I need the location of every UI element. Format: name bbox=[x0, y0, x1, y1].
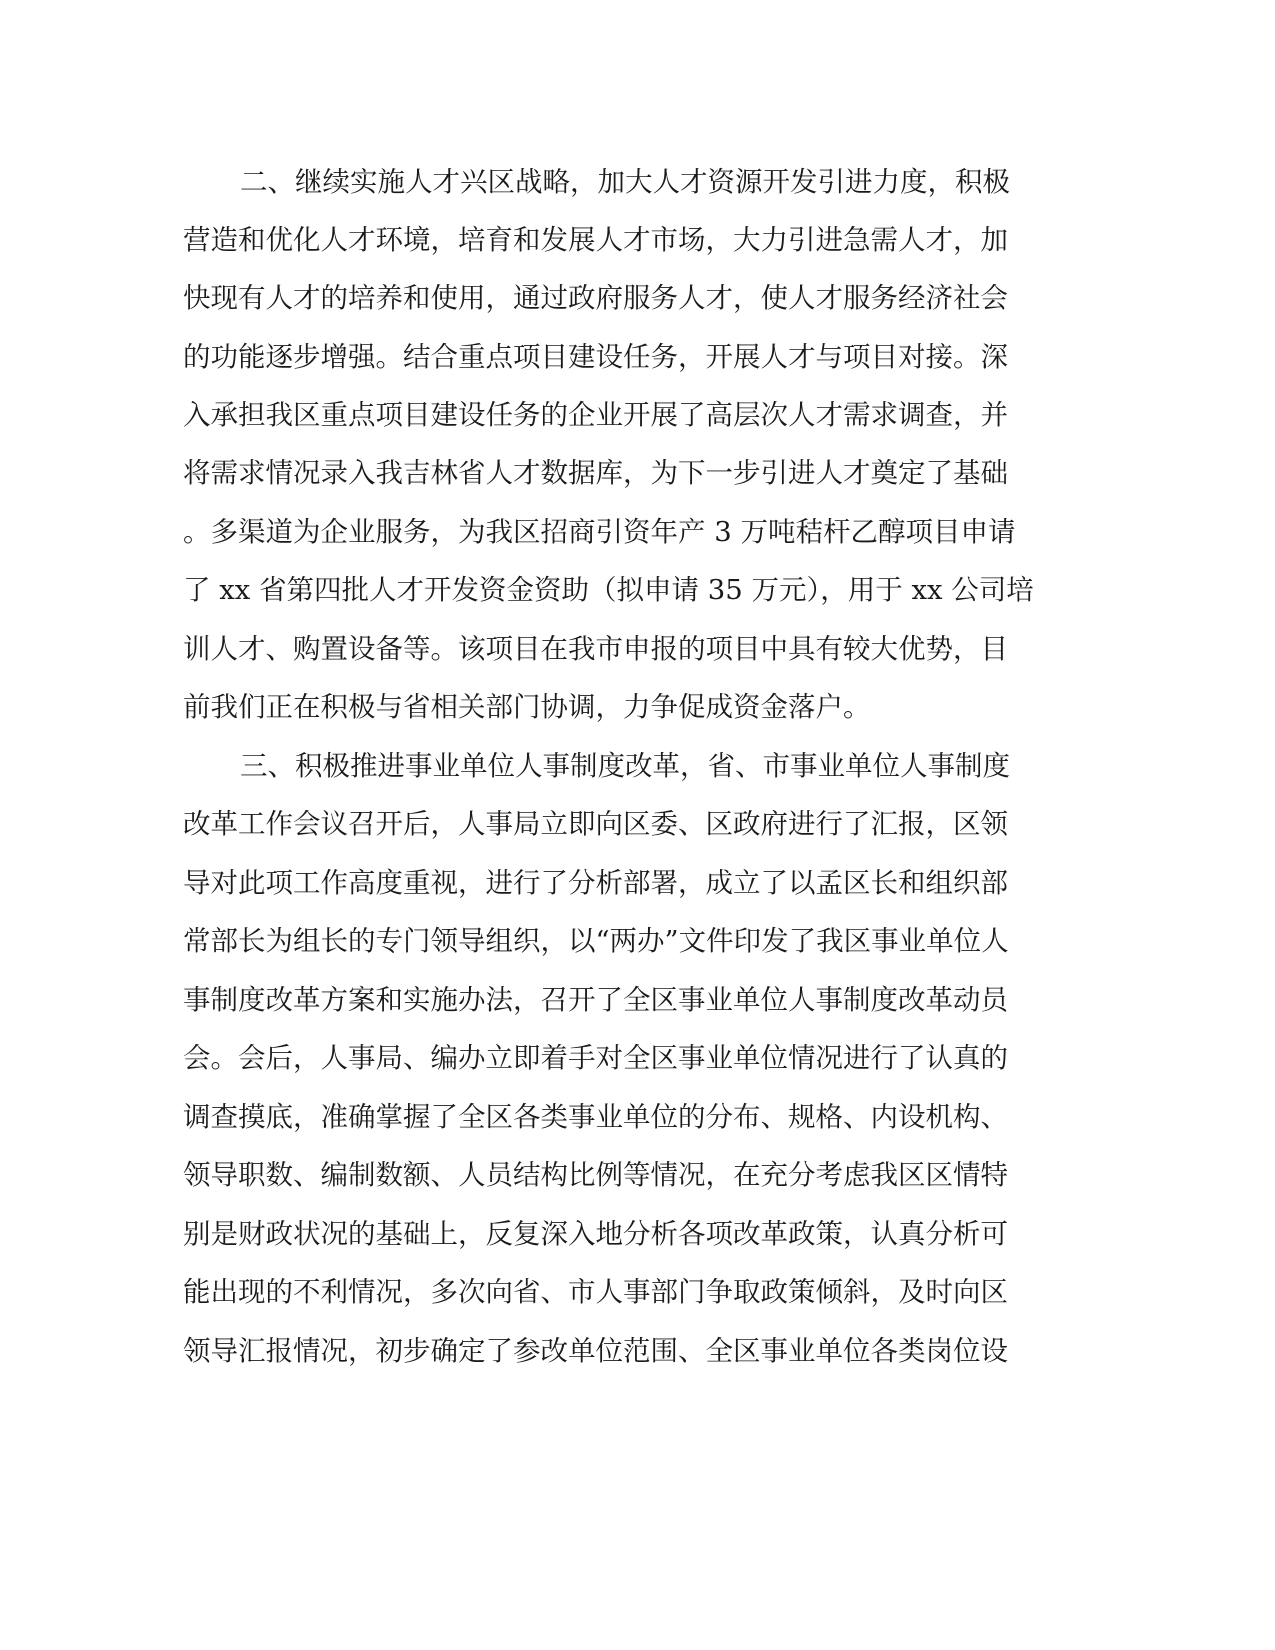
paragraph-2-line-2: 营造和优化人才环境，培育和发展人才市场，大力引进急需人才，加 bbox=[183, 224, 1008, 256]
paragraph-2-line-10: 前我们正在积极与省相关部门协调，力争促成资金落户。 bbox=[183, 691, 871, 723]
paragraph-2-line-1: 二、继续实施人才兴区战略，加大人才资源开发引进力度，积极 bbox=[240, 166, 1010, 198]
paragraph-2-line-9: 训人才、购置设备等。该项目在我市申报的项目中具有较大优势，目 bbox=[183, 633, 1008, 665]
paragraph-3-line-3: 导对此项工作高度重视，进行了分析部署，成立了以孟区长和组织部 bbox=[183, 867, 1008, 899]
paragraph-2-line-7: 。多渠道为企业服务，为我区招商引资年产 3 万吨秸杆乙醇项目申请 bbox=[183, 516, 1016, 548]
paragraph-3-line-7: 调查摸底，准确掌握了全区各类事业单位的分布、规格、内设机构、 bbox=[183, 1101, 1008, 1133]
paragraph-3-line-9: 别是财政状况的基础上，反复深入地分析各项改革政策，认真分析可 bbox=[183, 1218, 1008, 1250]
paragraph-2-line-6: 将需求情况录入我吉林省人才数据库，为下一步引进人才奠定了基础 bbox=[183, 457, 1008, 489]
paragraph-3-line-1: 三、积极推进事业单位人事制度改革，省、市事业单位人事制度 bbox=[240, 750, 1010, 782]
paragraph-2-line-3: 快现有人才的培养和使用，通过政府服务人才，使人才服务经济社会 bbox=[183, 282, 1008, 314]
paragraph-3-line-11: 领导汇报情况，初步确定了参改单位范围、全区事业单位各类岗位设 bbox=[183, 1335, 1008, 1367]
paragraph-2-line-5: 入承担我区重点项目建设任务的企业开展了高层次人才需求调查，并 bbox=[183, 399, 1008, 431]
paragraph-3-line-10: 能出现的不利情况，多次向省、市人事部门争取政策倾斜，及时向区 bbox=[183, 1276, 1008, 1308]
paragraph-2-line-8: 了 xx 省第四批人才开发资金资助（拟申请 35 万元），用于 xx 公司培 bbox=[183, 574, 1034, 606]
paragraph-3-line-6: 会。会后，人事局、编办立即着手对全区事业单位情况进行了认真的 bbox=[183, 1042, 1008, 1074]
paragraph-3-line-2: 改革工作会议召开后，人事局立即向区委、区政府进行了汇报，区领 bbox=[183, 808, 1008, 840]
paragraph-2-line-4: 的功能逐步增强。结合重点项目建设任务，开展人才与项目对接。深 bbox=[183, 341, 1008, 373]
paragraph-3-line-5: 事制度改革方案和实施办法，召开了全区事业单位人事制度改革动员 bbox=[183, 984, 1008, 1016]
paragraph-3-line-8: 领导职数、编制数额、人员结构比例等情况，在充分考虑我区区情特 bbox=[183, 1159, 1008, 1191]
paragraph-3-line-4: 常部长为组长的专门领导组织，以“两办”文件印发了我区事业单位人 bbox=[183, 925, 1009, 957]
